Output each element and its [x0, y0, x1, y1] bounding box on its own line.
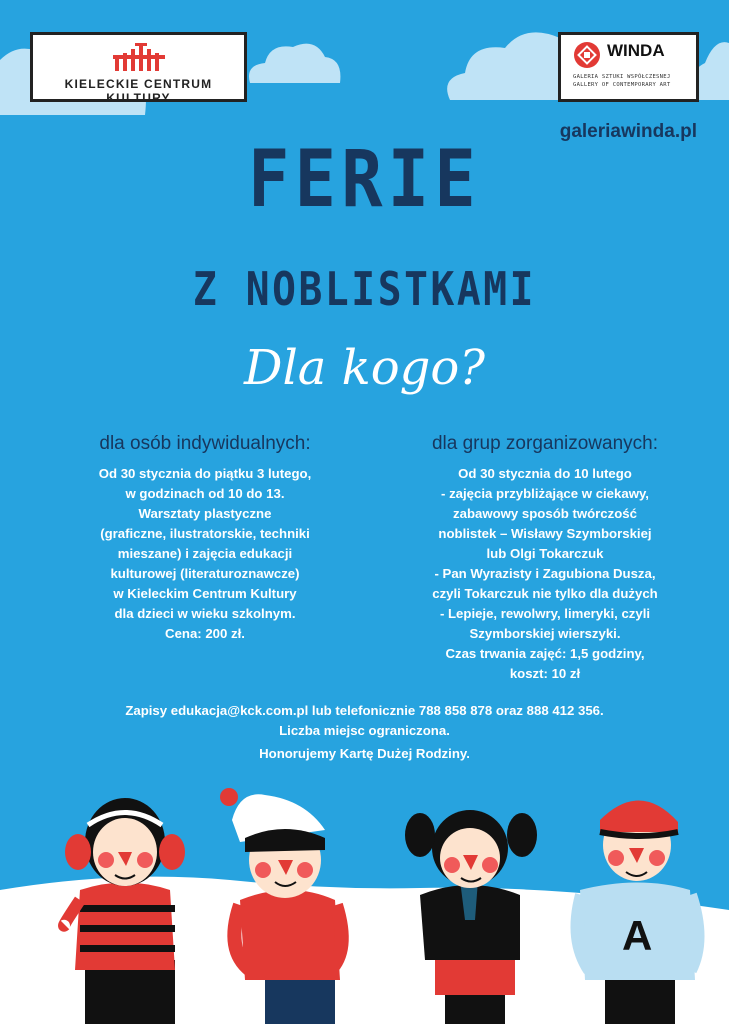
- winda-subtitle: [573, 73, 693, 89]
- sweater-letter: A: [622, 912, 653, 959]
- individual-line: dla dzieci w wieku szkolnym.: [114, 606, 296, 621]
- limited-places: Liczba miejsc ograniczona.: [279, 723, 450, 738]
- website-link[interactable]: galeriawinda.pl: [559, 121, 697, 142]
- groups-line: - Lepieje, rewolwry, limeryki, czyli: [439, 606, 651, 621]
- title-z-noblistkami: Z NOBLISTKAMI: [192, 262, 537, 316]
- individual-heading: dla osób indywidualnych:: [99, 433, 311, 454]
- groups-line: zabawowy sposób twórczość: [453, 506, 637, 521]
- kck-logo-text: KIELECKIE CENTRUM KULTURY: [64, 77, 213, 105]
- individual-line: w godzinach od 10 do 13.: [125, 486, 285, 501]
- individual-line: mieszane) i zajęcia edukacji: [117, 546, 293, 561]
- title-ferie: FERIE: [247, 135, 482, 225]
- winda-logo[interactable]: [558, 32, 699, 102]
- winda-emblem-icon: [573, 41, 601, 69]
- groups-heading: dla grup zorganizowanych:: [431, 433, 659, 454]
- groups-line: koszt: 10 zł: [509, 666, 581, 681]
- registration-info[interactable]: Zapisy edukacja@kck.com.pl lub telefonicznie 788 858 878 oraz 888 412 356.: [125, 703, 604, 718]
- kids-illustration: [0, 780, 729, 1024]
- groups-line: czyli Tokarczuk nie tylko dla dużych: [432, 586, 658, 601]
- kck-building-icon: [111, 41, 167, 73]
- groups-line: - zajęcia przybliżające w ciekawy,: [441, 486, 649, 501]
- groups-line: Szymborskiej wierszyki.: [469, 626, 621, 641]
- cloud-middle: [245, 35, 345, 85]
- winda-subtitle-line1: GALERIA SZTUKI WSPÓŁCZESNEJ: [573, 74, 671, 80]
- individual-line: Warsztaty plastyczne: [138, 506, 272, 521]
- family-card-note: Honorujemy Kartę Dużej Rodziny.: [259, 746, 470, 761]
- groups-line: - Pan Wyrazisty i Zagubiona Dusza,: [434, 566, 656, 581]
- kck-logo[interactable]: [30, 32, 247, 105]
- individual-line: (graficzne, ilustratorskie, techniki: [100, 526, 310, 541]
- groups-line: lub Olgi Tokarczuk: [486, 546, 604, 561]
- groups-line: Czas trwania zajęć: 1,5 godziny,: [445, 646, 645, 661]
- individual-line: Cena: 200 zł.: [165, 626, 245, 641]
- winda-title: WINDA: [607, 41, 665, 60]
- individual-line: Od 30 stycznia do piątku 3 lutego,: [98, 466, 312, 481]
- groups-details: [395, 464, 695, 684]
- individual-line: w Kieleckim Centrum Kultury: [113, 586, 297, 601]
- winda-subtitle-line2: GALLERY OF CONTEMPORARY ART: [573, 82, 671, 88]
- groups-line: Od 30 stycznia do 10 lutego: [458, 466, 632, 481]
- individual-line: kulturowej (literaturoznawcze): [110, 566, 300, 581]
- individual-details: [60, 464, 350, 644]
- groups-line: noblistek – Wisławy Szymborskiej: [438, 526, 652, 541]
- title-dla-kogo: Dla kogo?: [243, 340, 486, 396]
